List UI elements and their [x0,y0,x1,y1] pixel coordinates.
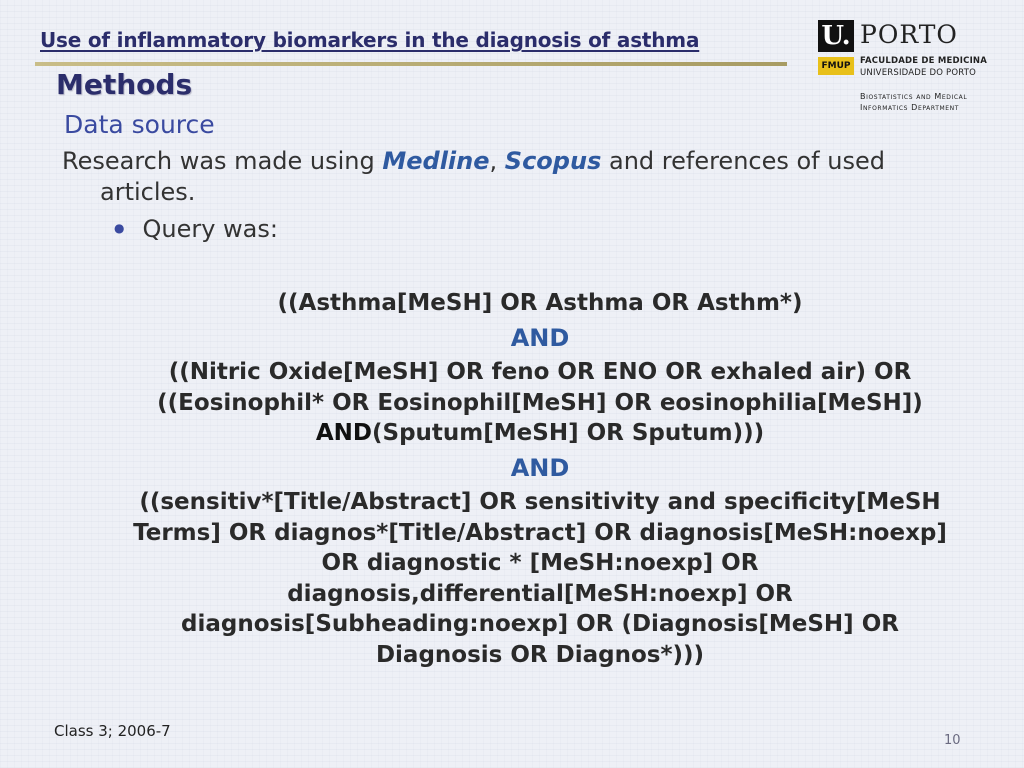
query-part2-line1: ((Nitric Oxide[MeSH] OR feno OR ENO OR exhaled air) OR [168,359,912,385]
bullet-text: Query was: [142,215,278,243]
research-pre: Research was made using [62,147,383,175]
faculty-line1: FACULDADE DE MEDICINA [860,56,988,66]
query-part2-line3: (Sputum[MeSH] OR Sputum))) [372,420,765,446]
section-heading: Methods [56,68,193,101]
research-line2: articles. [100,178,196,206]
footer-class-info: Class 3; 2006-7 [54,722,171,740]
title-rule [35,62,787,66]
fmup-badge: FMUP [818,57,854,75]
query-part3-line6: Diagnosis OR Diagnos*))) [375,641,705,668]
db-medline: Medline [382,147,490,175]
logo-porto-text: PORTO [860,20,958,49]
slide-title: Use of inflammatory biomarkers in the diagnosis of asthma [40,28,700,52]
query-part3-line3: OR diagnostic * [MeSH:noexp] OR [321,550,759,576]
research-paragraph [62,146,942,208]
query-inline-and: AND [315,420,373,446]
department-text [860,91,967,113]
query-block [120,288,960,670]
bullet-icon: ● [114,221,125,235]
comma: , [489,147,498,175]
query-part1: ((Asthma[MeSH] OR Asthma OR Asthm*) [277,290,803,316]
query-part2-line3-wrap [120,418,960,449]
dept-line2: Informatics Department [860,103,959,112]
research-post: and references of used [601,147,885,175]
query-part3-line2: Terms] OR diagnos*[Title/Abstract] OR diagnosis[MeSH:noexp] [133,519,947,546]
query-part3-line4: diagnosis,differential[MeSH:noexp] OR [287,580,793,607]
query-and-2: AND [510,453,570,482]
query-part3-line5: diagnosis[Subheading:noexp] OR (Diagnosis[MeSH] OR [181,611,899,637]
subheading: Data source [64,110,215,139]
bullet-item [114,215,278,243]
query-part2-line2: ((Eosinophil* OR Eosinophil[MeSH] OR eosinophilia[MeSH]) [157,389,923,416]
query-part3-line1: ((sensitiv*[Title/Abstract] OR sensitivity and specificity[MeSH [139,489,941,515]
u-logo-icon: U. [818,20,854,52]
faculty-line2: UNIVERSIDADE DO PORTO [860,68,977,78]
db-scopus: Scopus [504,147,602,175]
faculty-text [860,55,987,79]
page-number: 10 [944,733,961,748]
query-and-1: AND [510,323,570,352]
dept-line1: Biostatistics and Medical [860,92,968,101]
